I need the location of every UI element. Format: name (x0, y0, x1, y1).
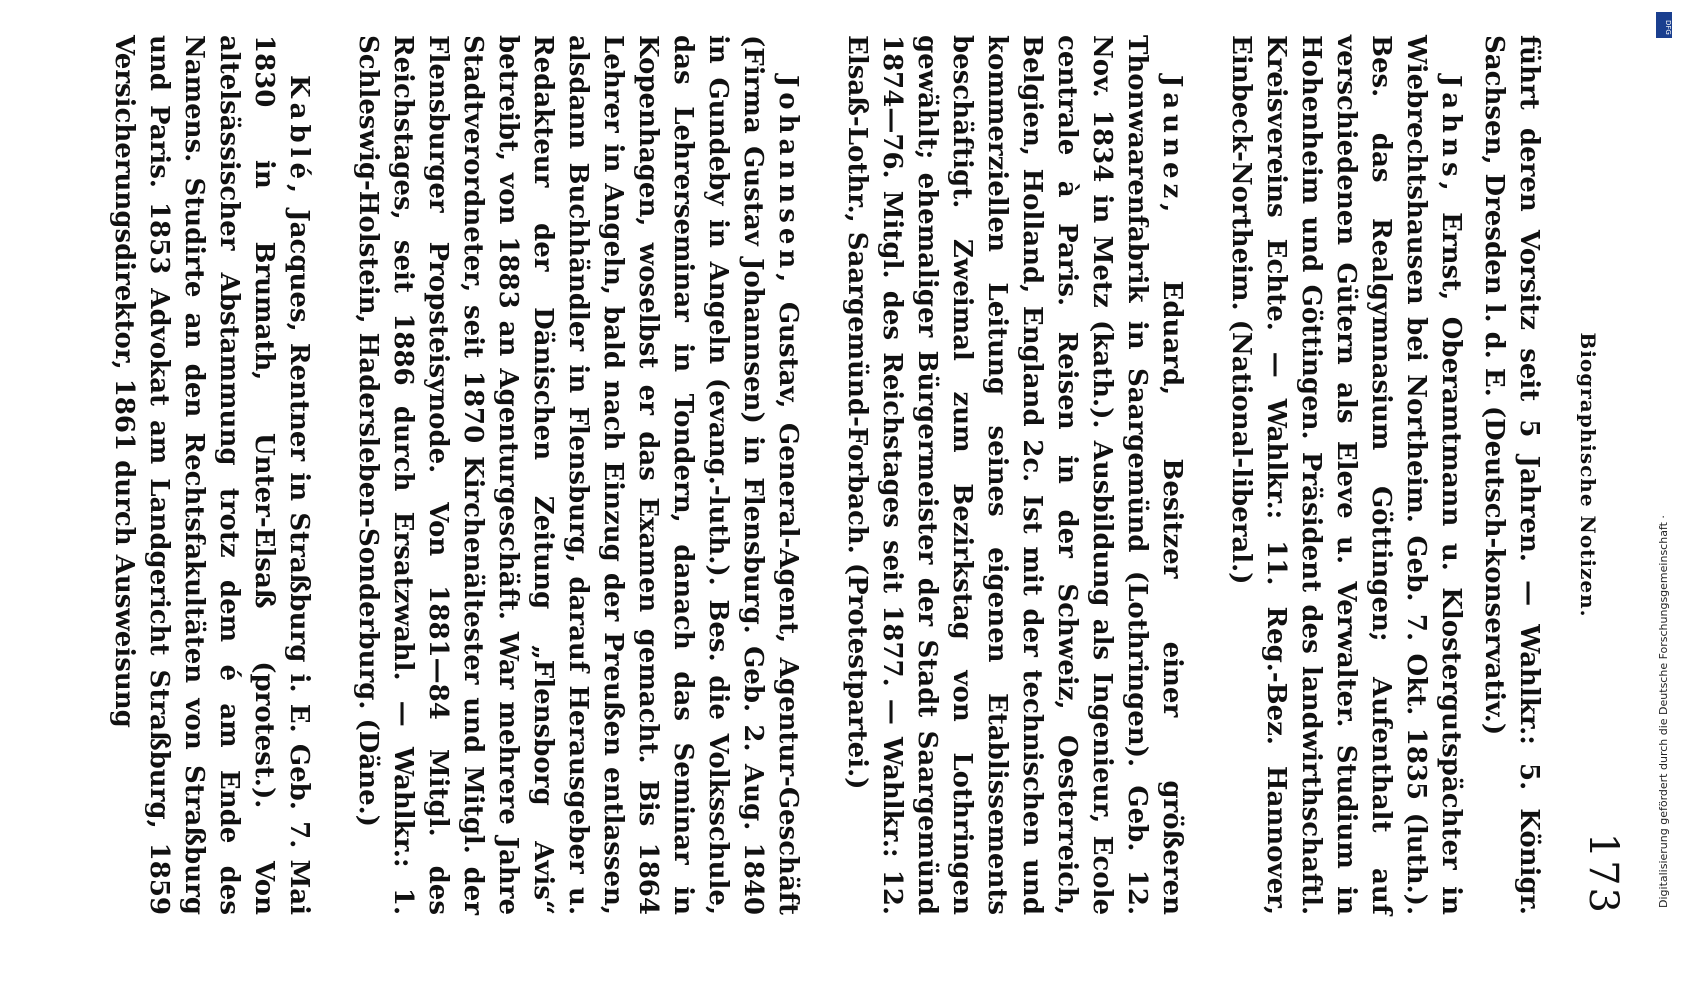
digitization-credit (1652, 18, 1676, 978)
entry-paragraph (839, 35, 1189, 915)
page-body (72, 35, 1546, 915)
page-number: 173 (1580, 832, 1626, 915)
entry-text: Eduard, Besitzer einer größeren Thonwaarenfabrik in Saargemünd (Lothringen). Geb. 12. Nov. 1834 in Metz (kath.). Ausbildung als Ingenieur, Ecole centrale à Paris. Reisen in der Schweiz, Oesterreich, Belgien, Holland, England 2c. Ist mit der technischen und kommerziellen Leitung seines eigenen Etablissements beschäftigt. Zweimal zum Bezirkstag von Lothringen gewählt; ehemaliger Bürgermeister der Stadt Saargemünd 1874—76. Mitgl. des Reichstages seit 1877. — Wahlkr.: 12. Elsaß-Lothr., Saargemünd-Forbach. (Protestpartei.) (842, 35, 1187, 915)
entry-johannsen (350, 35, 805, 915)
entry-text: Ernst, Oberamtmann u. Klostergutspächter in Wiebrechtshausen bei Northeim. Geb. 7. Okt. 1835 (luth.). Bes. das Realgymnasium Göttingen; Aufenthalt auf verschiedenen Gütern als Eleve u. Verwalter. Studium in Hohenheim und Göttingen. Präsident des landwirthschaftl. Kreisvereins Echte. — Wahlkr.: 11. Reg.-Bez. Hannover, Einbeck-Northeim. (National-liberal.) (1226, 35, 1466, 915)
credit-text: Digitalisierung gefördert durch die Deutsche Forschungsgemeinschaft · (1657, 515, 1670, 908)
entry-jahns (1223, 35, 1468, 915)
dfg-logo-icon: DFG (1656, 12, 1672, 38)
entry-text: Gustav, General-Agent, Agentur-Geschäft (Firma Gustav Johannsen) in Flensburg. Geb. 2. Aug. 1840 in Gundeby in Angeln (evang.-luth.). Bes. die Volksschule, das Lehrerseminar in Tondern, danach das Seminar in Kopenhagen, woselbst er das Examen gemacht. Bis 1864 Lehrer in Angeln, bald nach Einzug der Preußen entlassen, alsdann Buchhändler in Flensburg, darauf Herausgeber u. Redakteur der Dänischen Zeitung „Flensborg Avis“ betreibt, von 1883 an Agenturgeschäft. War mehrere Jahre Stadtverordneter, seit 1870 Kirchenältester und Mitgl. der Flensburger Propsteisynode. Von 1881—84 Mitgl. des Reichstages, seit 1886 durch Ersatzwahl. — Wahlkr.: 1. Schleswig-Holstein, Hadersleben-Sonderburg. (Däne.) (353, 35, 803, 915)
entry-continuation (1476, 35, 1546, 915)
entry-jaunez (839, 35, 1189, 915)
entry-kable (106, 35, 316, 915)
entry-paragraph (350, 35, 805, 915)
entry-name: Jahns, (1436, 75, 1466, 196)
entry-text: Jacques, Rentner in Straßburg i. E. Geb. 7. Mai 1830 in Brumath, Unter-Elsaß (protest.). Von altelsässischer Abstammung trotz dem é am Ende des Namens. Studirte an den Rechtsfakultäten von Straßburg und Paris. 1853 Advokat am Landgericht Straßburg, 1859 Versicherungsdirektor, 1861 durch Ausweisung (109, 35, 314, 915)
running-title: Biographische Notizen. (1576, 332, 1600, 618)
entry-text: führt deren Vorsitz seit 5 Jahren. — Wahlkr.: 5. Königr. Sachsen, Dresden l. d. E. (Deutsch-konservativ.) (1479, 35, 1544, 915)
entry-paragraph (106, 35, 316, 915)
running-head (1566, 35, 1626, 915)
entry-paragraph (1223, 35, 1468, 915)
entry-name: Johannsen, (773, 75, 803, 288)
entry-name: Kablé, (284, 75, 314, 199)
entry-name: Jaunez, (1157, 75, 1187, 218)
book-page (109, 35, 1686, 965)
